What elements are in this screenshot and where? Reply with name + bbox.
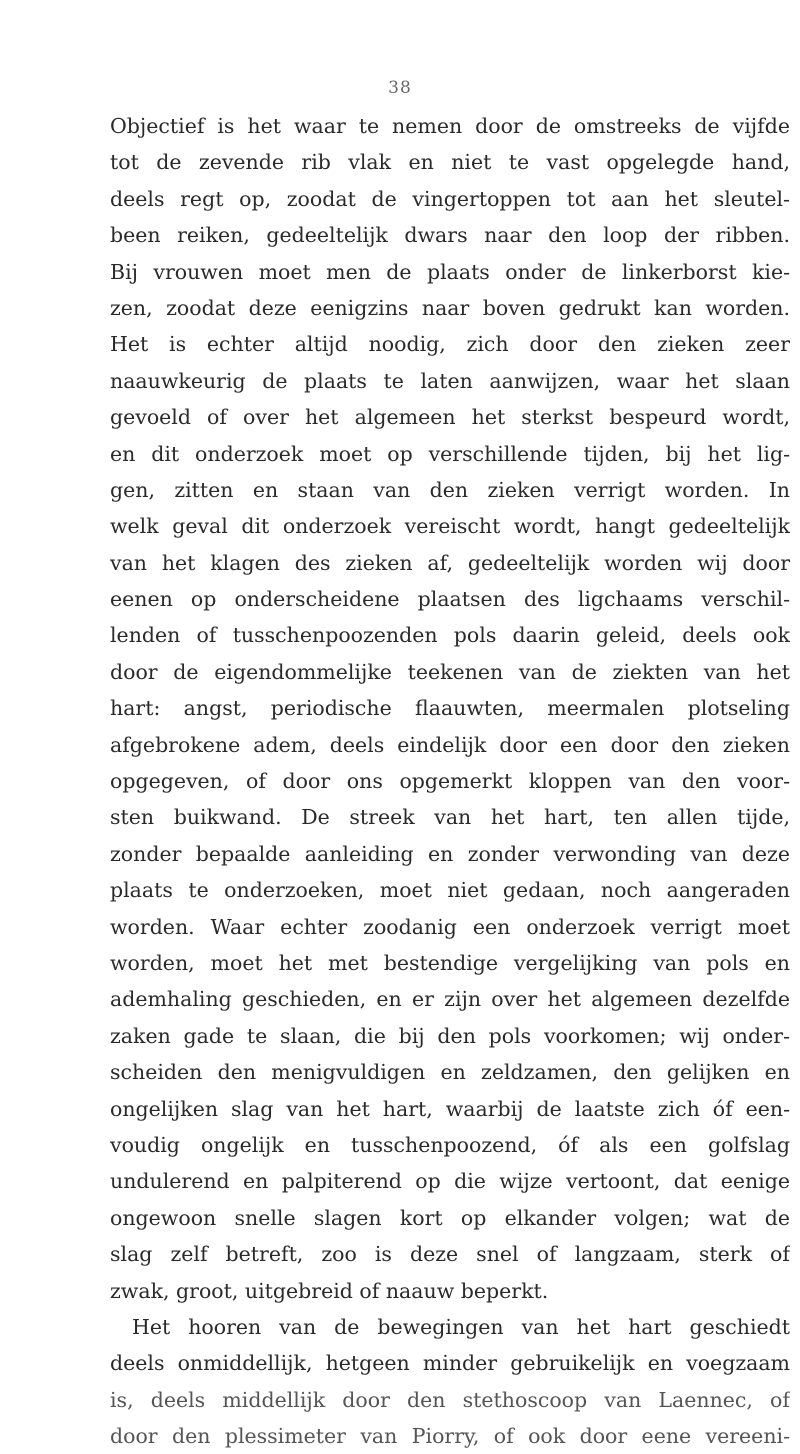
text-line: Het is echter altijd noodig, zich door den zieken zeer [110, 332, 790, 357]
text-line: welk geval dit onderzoek vereischt wordt, hangt gedeeltelijk [110, 514, 790, 539]
text-line: door de eigendommelijke teekenen van de ziekten van het [110, 659, 790, 684]
text-line: ademhaling geschieden, en er zijn over het algemeen dezelfde [110, 987, 790, 1012]
text-line: eenen op onderscheidene plaatsen des ligchaams verschil- [110, 587, 790, 612]
text-line: gevoeld of over het algemeen het sterkst bespeurd wordt, [110, 405, 790, 430]
text-line: door den plessimeter van Piorry, of ook door eene vereeni- [110, 1424, 790, 1449]
text-line: scheiden den menigvuldigen en zeldzamen, den gelijken en [110, 1060, 790, 1085]
text-line: zen, zoodat deze eenigzins naar boven gedrukt kan worden. [110, 295, 790, 320]
text-line: opgegeven, of door ons opgemerkt kloppen van den voor- [110, 769, 790, 794]
text-line: tot de zevende rib vlak en niet te vast opgelegde hand, [110, 150, 790, 175]
text-line: sten buikwand. De streek van het hart, ten allen tijde, [110, 805, 790, 830]
text-line: ongewoon snelle slagen kort op elkander volgen; wat de [110, 1205, 790, 1230]
text-line: afgebrokene adem, deels eindelijk door een door den zieken [110, 732, 790, 757]
text-line: zaken gade te slaan, die bij den pols voorkomen; wij onder- [110, 1023, 790, 1048]
text-line: zonder bepaalde aanleiding en zonder verwonding van deze [110, 841, 790, 866]
text-line: zwak, groot, uitgebreid of naauw beperkt. [110, 1278, 549, 1303]
text-line: slag zelf betreft, zoo is deze snel of langzaam, sterk of [110, 1242, 790, 1267]
text-line: worden. Waar echter zoodanig een onderzoek verrigt moet [110, 914, 790, 939]
text-line: ongelijken slag van het hart, waarbij de laatste zich óf een- [110, 1096, 790, 1121]
text-line: is, deels middellijk door den stethoscoop van Laennec, of [110, 1387, 790, 1412]
text-line: undulerend en palpiterend op die wijze vertoont, dat eenige [110, 1169, 790, 1194]
text-line: Het hooren van de bewegingen van het hart geschiedt [132, 1314, 790, 1339]
text-line: en dit onderzoek moet op verschillende tijden, bij het lig- [110, 441, 790, 466]
text-line: deels onmiddellijk, hetgeen minder gebruikelijk en voegzaam [110, 1351, 790, 1376]
text-line: Bij vrouwen moet men de plaats onder de linkerborst kie- [110, 259, 790, 284]
text-line: hart: angst, periodische flaauwten, meermalen plotseling [110, 696, 790, 721]
text-line: deels regt op, zoodat de vingertoppen tot aan het sleutel- [110, 186, 790, 211]
text-line: worden, moet het met bestendige vergelijking van pols en [110, 950, 790, 975]
text-line: plaats te onderzoeken, moet niet gedaan, noch aangeraden [110, 878, 790, 903]
body-text [110, 108, 790, 1454]
text-line: been reiken, gedeeltelijk dwars naar den loop der ribben. [110, 223, 790, 248]
text-line: van het klagen des zieken af, gedeeltelijk worden wij door [110, 550, 790, 575]
text-line: Objectief is het waar te nemen door de omstreeks de vijfde [110, 114, 790, 138]
text-line: naauwkeurig de plaats te laten aanwijzen, waar het slaan [110, 368, 790, 393]
text-line: voudig ongelijk en tusschenpoozend, óf als een golfslag [110, 1132, 790, 1157]
page-number: 38 [388, 78, 412, 98]
text-line: gen, zitten en staan van den zieken verrigt worden. In [110, 477, 790, 502]
text-line: lenden of tusschenpoozenden pols daarin geleid, deels ook [110, 623, 790, 648]
